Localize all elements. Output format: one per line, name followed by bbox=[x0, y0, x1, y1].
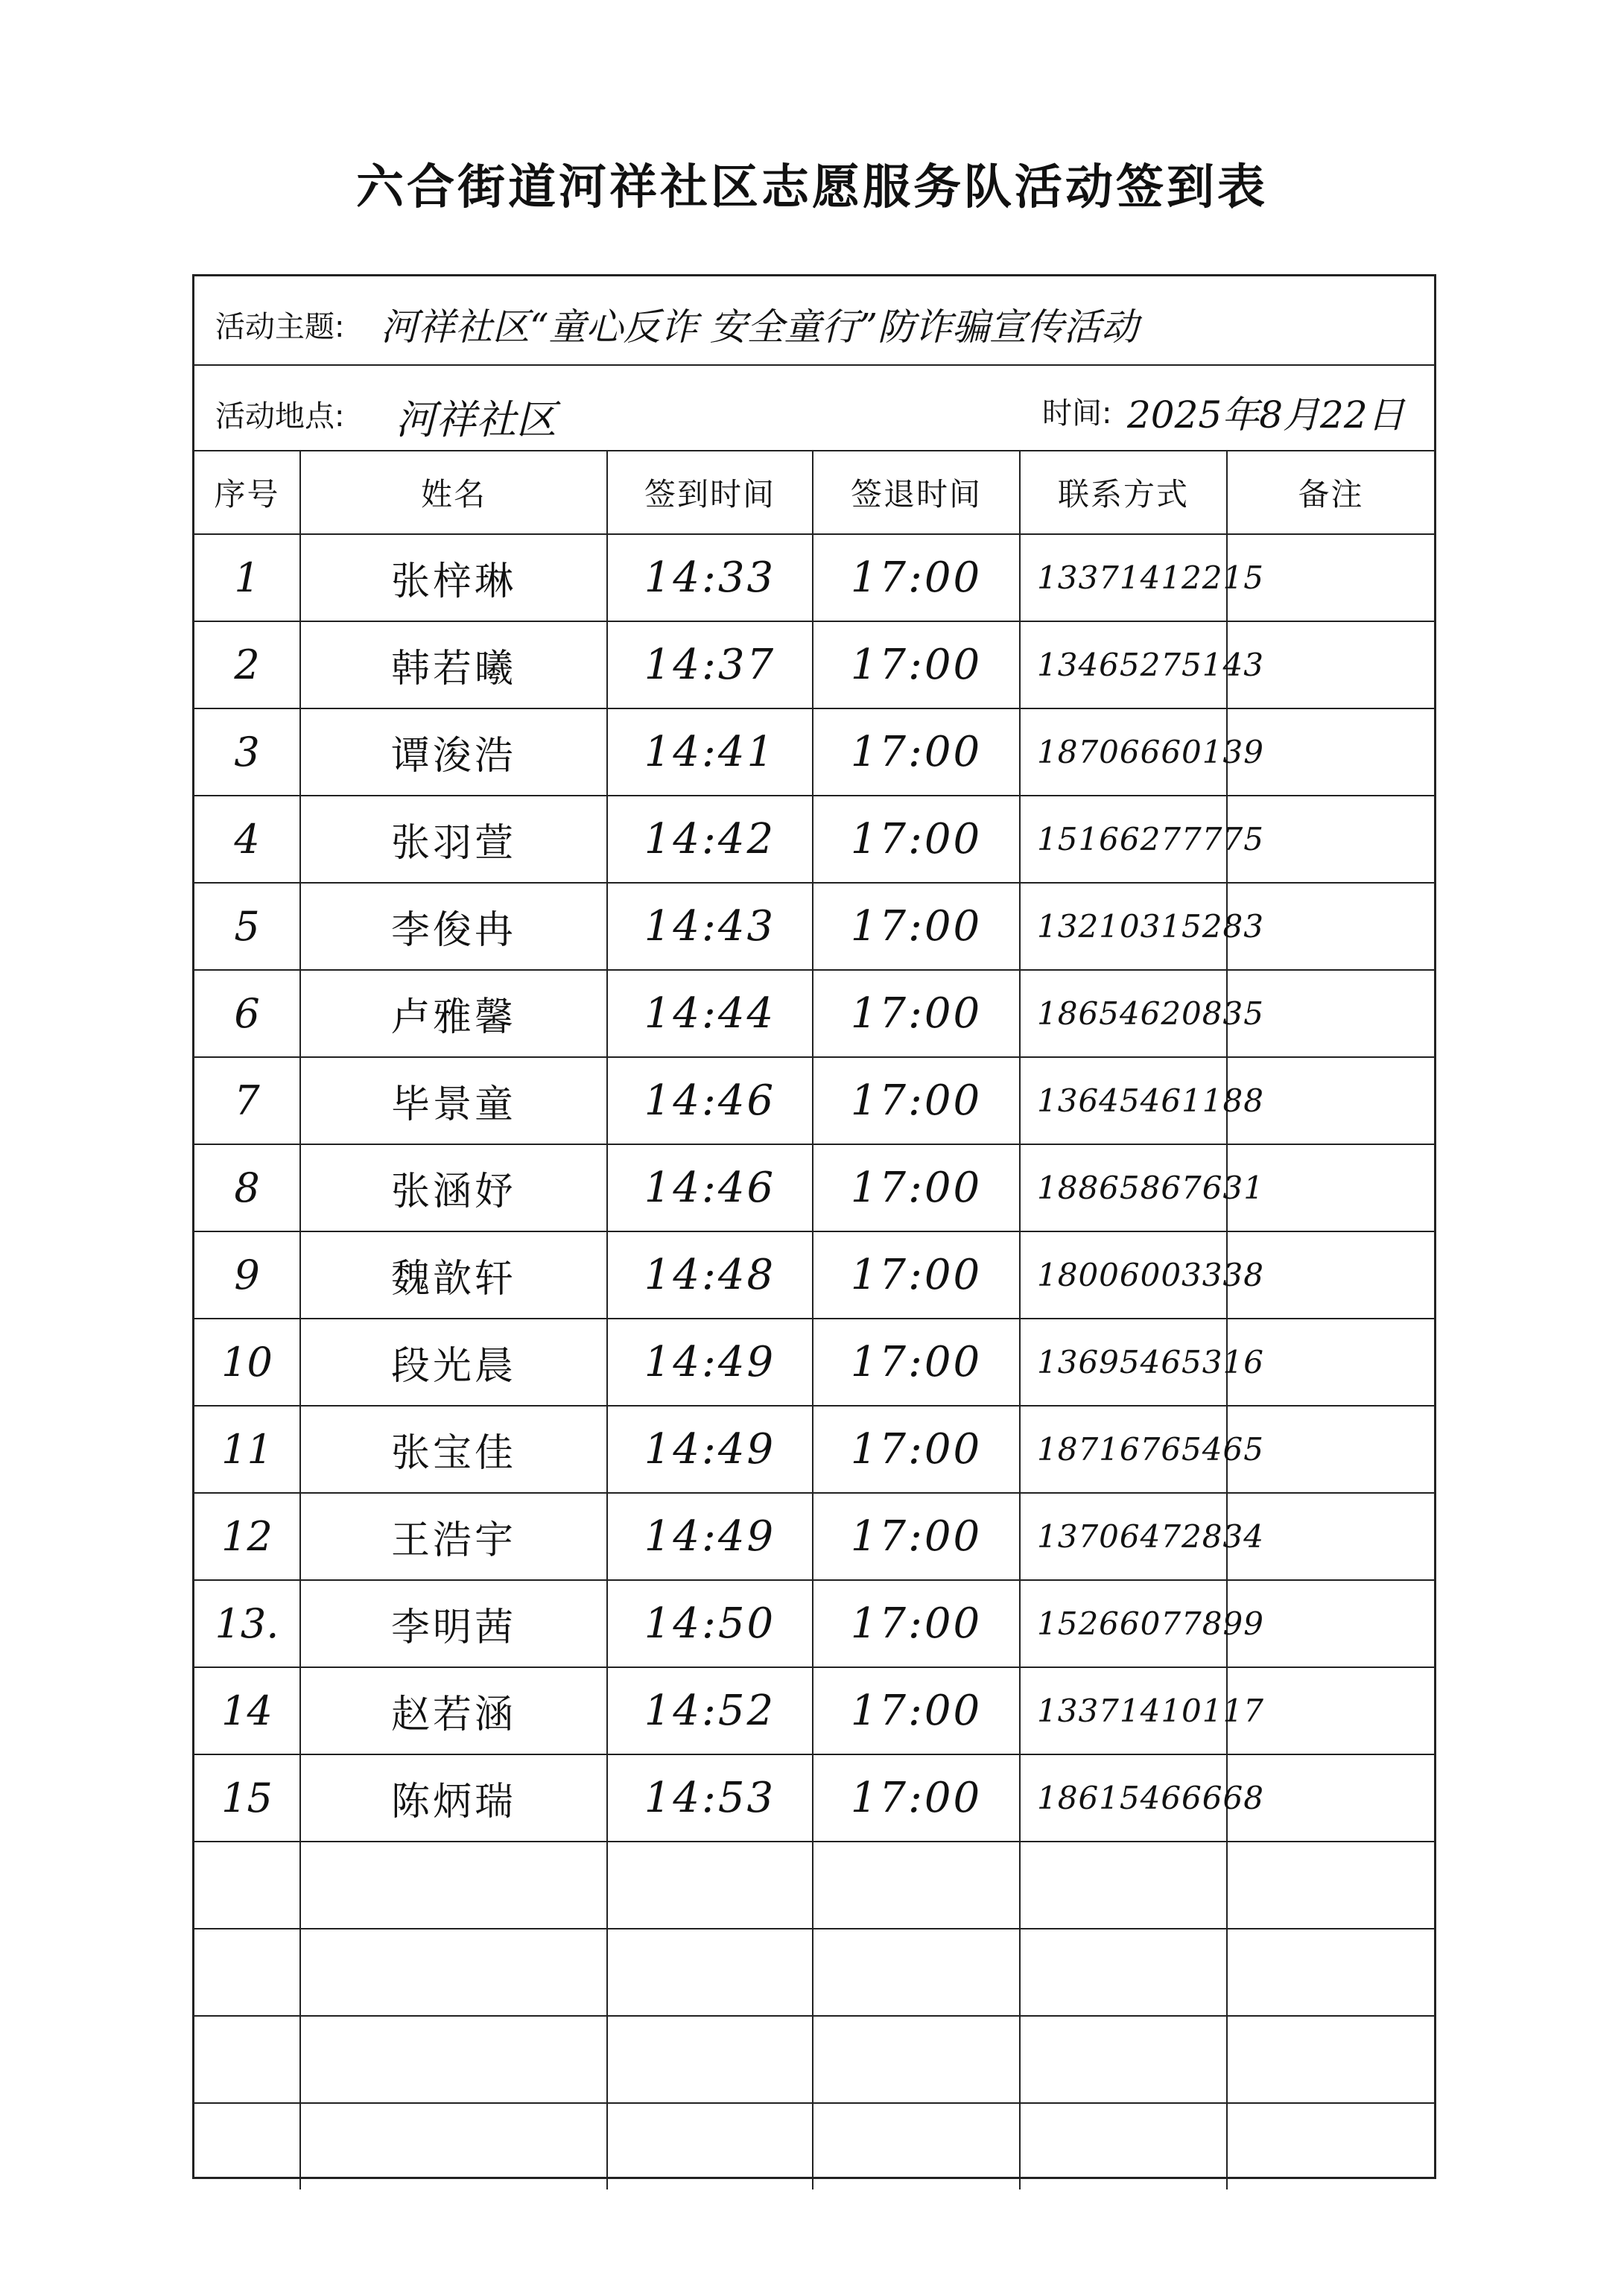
row-sign-out: 17:00 bbox=[813, 1057, 1020, 1144]
table-row bbox=[194, 1929, 1434, 2016]
row-sign-in: 14:37 bbox=[607, 621, 813, 708]
header-sign-out: 签退时间 bbox=[813, 451, 1020, 534]
row-sign-in bbox=[607, 1842, 813, 1929]
row-number bbox=[194, 1929, 300, 2016]
activity-location-row bbox=[194, 366, 1434, 451]
table-row bbox=[194, 1144, 1434, 1231]
row-sign-in bbox=[607, 1929, 813, 2016]
row-sign-out: 17:00 bbox=[813, 1231, 1020, 1319]
table-row bbox=[194, 534, 1434, 621]
row-sign-in: 14:44 bbox=[607, 970, 813, 1057]
row-name: 段光晨 bbox=[300, 1319, 607, 1406]
table-header-row bbox=[194, 451, 1434, 534]
row-sign-out: 17:00 bbox=[813, 970, 1020, 1057]
row-sign-in bbox=[607, 2016, 813, 2103]
header-phone: 联系方式 bbox=[1020, 451, 1227, 534]
row-number: 8 bbox=[194, 1144, 300, 1231]
row-phone: 18865867631 bbox=[1020, 1144, 1227, 1231]
row-sign-out bbox=[813, 1842, 1020, 1929]
table-row bbox=[194, 883, 1434, 970]
row-sign-out: 17:00 bbox=[813, 883, 1020, 970]
time-label: 时间: bbox=[1042, 396, 1112, 431]
row-number bbox=[194, 1842, 300, 1929]
row-phone: 13645461188 bbox=[1020, 1057, 1227, 1144]
row-phone: 13371412215 bbox=[1020, 534, 1227, 621]
row-sign-out bbox=[813, 2103, 1020, 2189]
row-number: 7 bbox=[194, 1057, 300, 1144]
row-sign-in: 14:49 bbox=[607, 1406, 813, 1493]
row-sign-out: 17:00 bbox=[813, 1319, 1020, 1406]
row-note bbox=[1227, 2103, 1434, 2189]
row-number: 1 bbox=[194, 534, 300, 621]
row-sign-in: 14:42 bbox=[607, 796, 813, 883]
row-name: 王浩宇 bbox=[300, 1493, 607, 1580]
row-sign-out bbox=[813, 1929, 1020, 2016]
row-name: 韩若曦 bbox=[300, 621, 607, 708]
table-row bbox=[194, 1406, 1434, 1493]
row-number: 6 bbox=[194, 970, 300, 1057]
row-phone: 13371410117 bbox=[1020, 1667, 1227, 1754]
table-row bbox=[194, 1580, 1434, 1667]
table-row bbox=[194, 1493, 1434, 1580]
header-sign-in: 签到时间 bbox=[607, 451, 813, 534]
row-sign-in: 14:53 bbox=[607, 1754, 813, 1842]
row-name: 陈炳瑞 bbox=[300, 1754, 607, 1842]
row-phone: 13695465316 bbox=[1020, 1319, 1227, 1406]
row-name: 张涵妤 bbox=[300, 1144, 607, 1231]
row-number: 13. bbox=[194, 1580, 300, 1667]
row-name bbox=[300, 1929, 607, 2016]
form-title: 六合街道河祥社区志愿服务队活动签到表 bbox=[356, 160, 1268, 215]
row-phone: 18615466668 bbox=[1020, 1754, 1227, 1842]
header-name: 姓名 bbox=[300, 451, 607, 534]
row-sign-in bbox=[607, 2103, 813, 2189]
row-sign-in: 14:50 bbox=[607, 1580, 813, 1667]
row-name: 毕景童 bbox=[300, 1057, 607, 1144]
signin-sheet bbox=[192, 274, 1436, 2179]
header-note: 备注 bbox=[1227, 451, 1434, 534]
row-sign-in: 14:43 bbox=[607, 883, 813, 970]
row-sign-in: 14:33 bbox=[607, 534, 813, 621]
row-name: 谭浚浩 bbox=[300, 708, 607, 796]
row-phone: 15166277775 bbox=[1020, 796, 1227, 883]
location-label: 活动地点: bbox=[215, 399, 345, 434]
table-row bbox=[194, 1754, 1434, 1842]
row-phone bbox=[1020, 1929, 1227, 2016]
row-sign-out: 17:00 bbox=[813, 534, 1020, 621]
row-name: 卢雅馨 bbox=[300, 970, 607, 1057]
row-sign-in: 14:41 bbox=[607, 708, 813, 796]
header-no: 序号 bbox=[194, 451, 300, 534]
row-sign-out: 17:00 bbox=[813, 621, 1020, 708]
row-number: 4 bbox=[194, 796, 300, 883]
table-row bbox=[194, 2103, 1434, 2189]
row-name bbox=[300, 1842, 607, 1929]
row-sign-in: 14:52 bbox=[607, 1667, 813, 1754]
row-sign-out: 17:00 bbox=[813, 1493, 1020, 1580]
row-sign-out: 17:00 bbox=[813, 1667, 1020, 1754]
row-name: 李明茜 bbox=[300, 1580, 607, 1667]
row-phone: 13465275143 bbox=[1020, 621, 1227, 708]
row-name: 赵若涵 bbox=[300, 1667, 607, 1754]
table-row bbox=[194, 708, 1434, 796]
row-name: 张宝佳 bbox=[300, 1406, 607, 1493]
row-phone bbox=[1020, 2103, 1227, 2189]
row-number: 11 bbox=[194, 1406, 300, 1493]
row-phone: 18716765465 bbox=[1020, 1406, 1227, 1493]
table-row bbox=[194, 1319, 1434, 1406]
table-row bbox=[194, 1231, 1434, 1319]
row-sign-out: 17:00 bbox=[813, 796, 1020, 883]
row-sign-in: 14:46 bbox=[607, 1144, 813, 1231]
row-phone: 18706660139 bbox=[1020, 708, 1227, 796]
table-row bbox=[194, 621, 1434, 708]
table-row bbox=[194, 1057, 1434, 1144]
row-phone: 13210315283 bbox=[1020, 883, 1227, 970]
date-value: 2025年8月22日 bbox=[1127, 393, 1405, 437]
row-sign-out: 17:00 bbox=[813, 708, 1020, 796]
row-sign-in: 14:49 bbox=[607, 1493, 813, 1580]
row-name: 李俊冉 bbox=[300, 883, 607, 970]
row-sign-in: 14:48 bbox=[607, 1231, 813, 1319]
theme-label: 活动主题: bbox=[215, 310, 345, 344]
row-sign-out bbox=[813, 2016, 1020, 2103]
row-sign-out: 17:00 bbox=[813, 1144, 1020, 1231]
table-row bbox=[194, 796, 1434, 883]
row-number: 3 bbox=[194, 708, 300, 796]
row-note bbox=[1227, 2016, 1434, 2103]
row-note bbox=[1227, 1842, 1434, 1929]
row-name: 张梓琳 bbox=[300, 534, 607, 621]
row-number: 14 bbox=[194, 1667, 300, 1754]
signin-table bbox=[194, 451, 1434, 2189]
row-number: 10 bbox=[194, 1319, 300, 1406]
location-value: 河祥社区 bbox=[396, 396, 556, 443]
row-sign-out: 17:00 bbox=[813, 1754, 1020, 1842]
row-number: 15 bbox=[194, 1754, 300, 1842]
row-name bbox=[300, 2016, 607, 2103]
row-sign-in: 14:49 bbox=[607, 1319, 813, 1406]
table-row bbox=[194, 970, 1434, 1057]
row-sign-in: 14:46 bbox=[607, 1057, 813, 1144]
table-row bbox=[194, 2016, 1434, 2103]
table-row bbox=[194, 1667, 1434, 1754]
row-number: 2 bbox=[194, 621, 300, 708]
row-number: 9 bbox=[194, 1231, 300, 1319]
row-number: 12 bbox=[194, 1493, 300, 1580]
row-sign-out: 17:00 bbox=[813, 1406, 1020, 1493]
row-number bbox=[194, 2103, 300, 2189]
table-row bbox=[194, 1842, 1434, 1929]
row-number: 5 bbox=[194, 883, 300, 970]
row-phone bbox=[1020, 1842, 1227, 1929]
row-phone: 18654620835 bbox=[1020, 970, 1227, 1057]
row-note bbox=[1227, 1929, 1434, 2016]
row-sign-out: 17:00 bbox=[813, 1580, 1020, 1667]
activity-theme-row bbox=[194, 276, 1434, 366]
row-phone: 13706472834 bbox=[1020, 1493, 1227, 1580]
row-name bbox=[300, 2103, 607, 2189]
row-name: 魏歆轩 bbox=[300, 1231, 607, 1319]
row-phone: 15266077899 bbox=[1020, 1580, 1227, 1667]
row-phone: 18006003338 bbox=[1020, 1231, 1227, 1319]
theme-value: 河祥社区“童心反诈 安全童行”防诈骗宣传活动 bbox=[381, 305, 1139, 349]
row-number bbox=[194, 2016, 300, 2103]
row-phone bbox=[1020, 2016, 1227, 2103]
row-name: 张羽萱 bbox=[300, 796, 607, 883]
